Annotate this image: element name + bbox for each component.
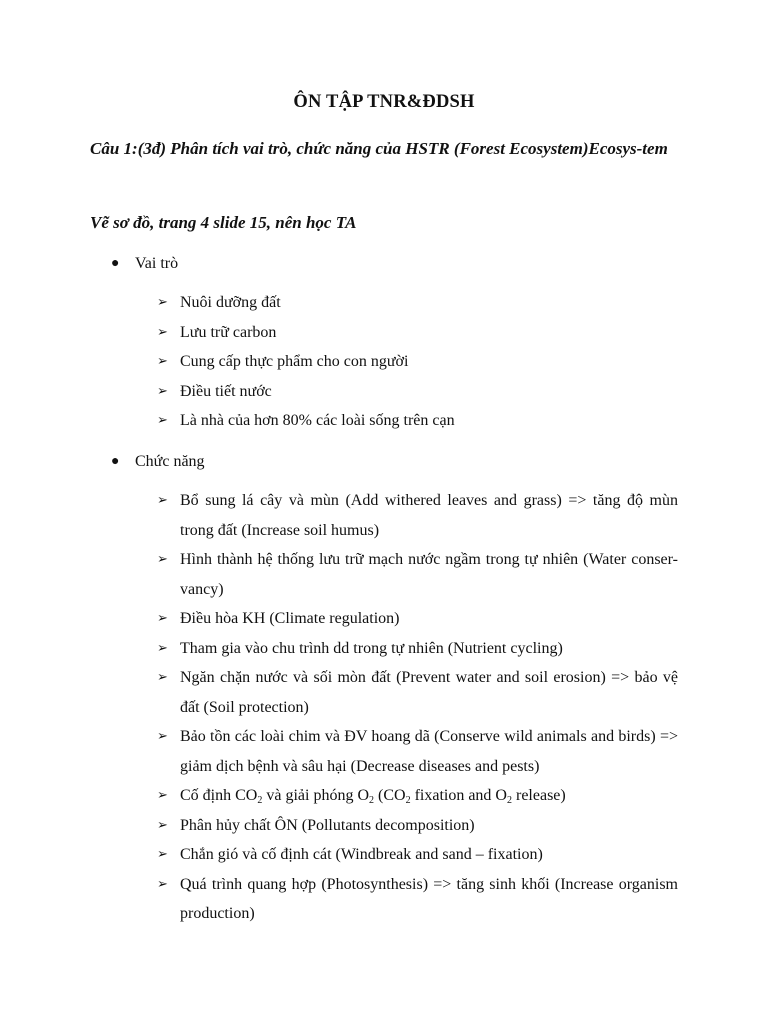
arrow-bullet-icon: ➢	[157, 295, 168, 310]
arrow-bullet-icon: ➢	[157, 817, 168, 833]
list-item: ➢ Điều tiết nước	[157, 377, 678, 407]
vai-tro-list	[157, 288, 678, 436]
list-item: ➢ Ngăn chặn nước và sối mòn đất (Prevent water and soil erosion) => bảo vệ đất (Soil protection)	[157, 663, 678, 722]
list-item: ➢ Phân hủy chất ÔN (Pollutants decomposition)	[157, 811, 678, 841]
list-item: ➢ Tham gia vào chu trình dd trong tự nhiên (Nutrient cycling)	[157, 634, 678, 664]
arrow-bullet-icon: ➢	[157, 493, 168, 508]
arrow-bullet-icon: ➢	[157, 640, 168, 656]
list-item: ➢ Hình thành hệ thống lưu trữ mạch nước ngầm trong tự nhiên (Water conser-vancy)	[157, 545, 678, 604]
arrow-bullet-icon: ➢	[157, 876, 168, 892]
list-item: ➢ Là nhà của hơn 80% các loài sống trên cạn	[157, 406, 678, 436]
section-heading-label: Vai trò	[135, 255, 179, 272]
study-note: Vẽ sơ đồ, trang 4 slide 15, nên học TA	[90, 213, 357, 232]
section-heading-label: Chức năng	[135, 453, 205, 470]
list-item: ➢ Bảo tồn các loài chim và ĐV hoang dã (Conserve wild animals and birds) => giảm dịch bệnh và sâu hại (Decrease diseases and pests)	[157, 722, 678, 781]
bullet-icon: ●	[111, 454, 120, 469]
list-item: ➢ Điều hòa KH (Climate regulation)	[157, 604, 678, 634]
list-item: ➢ Quá trình quang hợp (Photosynthesis) => tăng sinh khối (Increase organism production)	[157, 870, 678, 929]
list-item: ➢ Cung cấp thực phẩm cho con người	[157, 347, 678, 377]
arrow-bullet-icon: ➢	[157, 383, 168, 399]
arrow-bullet-icon: ➢	[157, 788, 168, 803]
arrow-bullet-icon: ➢	[157, 611, 168, 626]
question-1: Câu 1:(3đ) Phân tích vai trò, chức năng của HSTR (Forest Ecosystem)Ecosys-tem	[90, 139, 668, 158]
bullet-icon: ●	[111, 256, 120, 271]
arrow-bullet-icon: ➢	[157, 324, 168, 340]
arrow-bullet-icon: ➢	[157, 670, 168, 685]
list-item-co2: ➢ Cố định $CO_2$ và giải phóng $O_2$ ($CO_2$ fixation and $O_2$ release)	[157, 781, 678, 811]
list-item: ➢ Lưu trữ carbon	[157, 318, 678, 348]
list-item: ➢ Chắn gió và cố định cát (Windbreak and sand – fixation)	[157, 840, 678, 870]
arrow-bullet-icon: ➢	[157, 729, 168, 744]
arrow-bullet-icon: ➢	[157, 354, 168, 369]
list-item: ➢ Bổ sung lá cây và mùn (Add withered leaves and grass) => tăng độ mùn trong đất (Increase soil humus)	[157, 486, 678, 545]
chuc-nang-list	[157, 486, 678, 929]
page-title: ÔN TẬP TNR&ĐDSH	[293, 92, 475, 112]
arrow-bullet-icon: ➢	[157, 552, 168, 567]
arrow-bullet-icon: ➢	[157, 413, 168, 428]
arrow-bullet-icon: ➢	[157, 847, 168, 862]
list-item: ➢ Nuôi dưỡng đất	[157, 288, 678, 318]
